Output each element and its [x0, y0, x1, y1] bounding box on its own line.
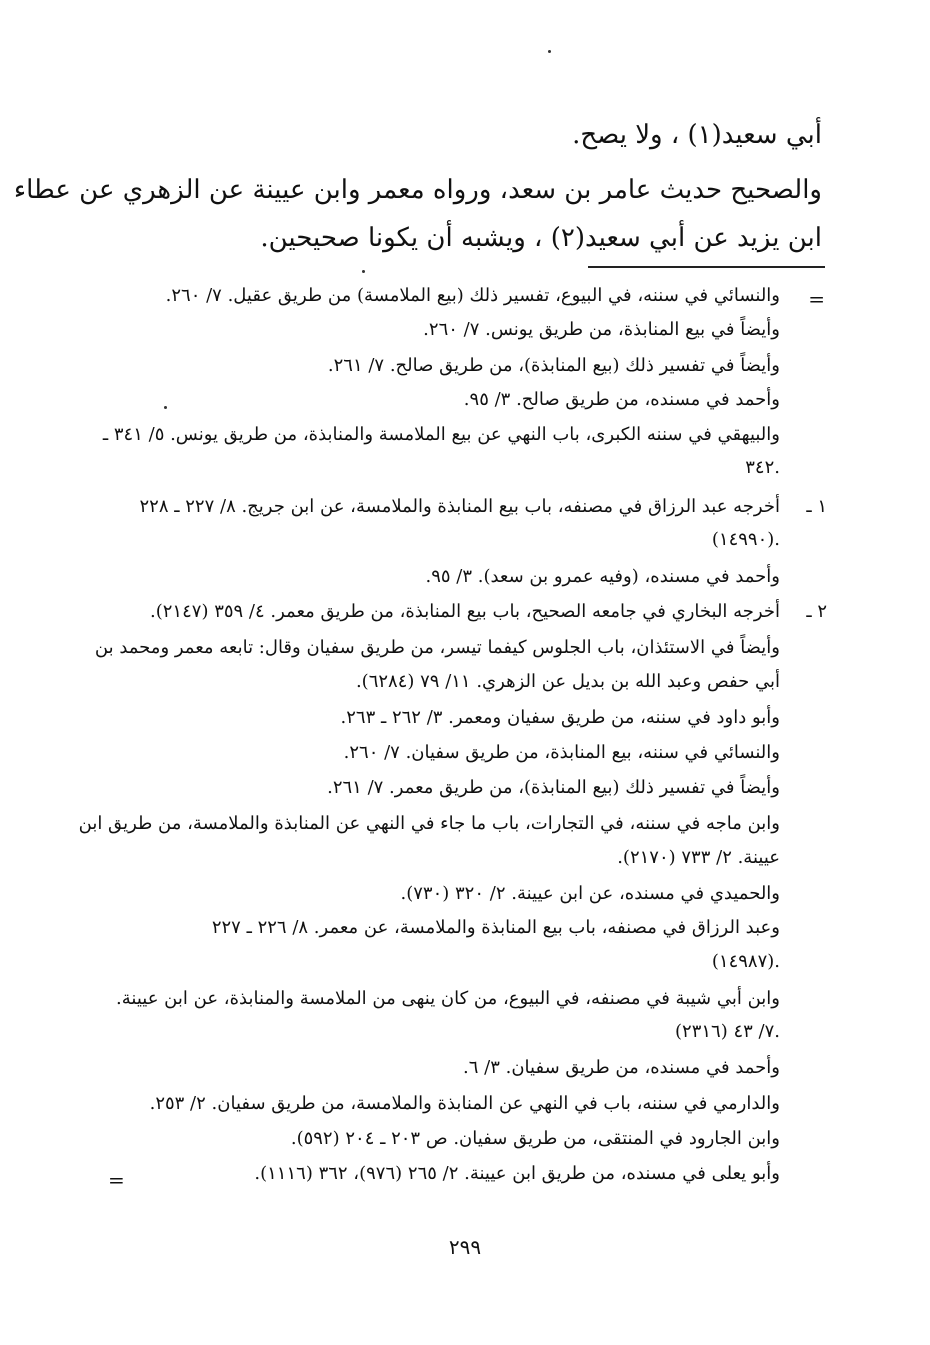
footnote-separator — [588, 266, 825, 268]
footnote-line: وأحمد في مسنده، (وفيه عمرو بن سعد). ٣/ ٩٥. — [425, 566, 780, 587]
footnote-line: وأحمد في مسنده، من طريق صالح. ٣/ ٩٥. — [463, 389, 780, 410]
footnote-line: وأبو داود في سننه، من طريق سفيان ومعمر. ٣/ ٢٦٢ ـ ٢٦٣. — [340, 707, 780, 728]
footnote-line: وأبو يعلى في مسنده، من طريق ابن عيينة. ٢/ ٢٦٥ (٩٧٦)، ٣٦٢ (١١١٦). — [254, 1163, 780, 1184]
footnote-line: (١٤٩٩٠). — [711, 529, 780, 550]
footnote-line: والنسائي في سننه، بيع المنابذة، من طريق سفيان. ٧/ ٢٦٠. — [343, 742, 780, 763]
main-text-line: أبي سعيد(١) ، ولا يصح. — [572, 120, 822, 150]
footnote-number: ٢ ـ — [806, 601, 827, 622]
footnote-line: والنسائي في سننه، في البيوع، تفسير ذلك (بيع الملامسة) من طريق عقيل. ٧/ ٢٦٠. — [165, 285, 780, 306]
continues-marker: = — [108, 1168, 125, 1192]
footnote-line: أخرجه عبد الرزاق في مصنفه، باب بيع المنابذة والملامسة، عن ابن جريج. ٨/ ٢٢٧ ـ ٢٢٨ — [139, 496, 780, 517]
footnote-line: (١٤٩٨٧). — [711, 951, 780, 972]
footnote-line: أخرجه البخاري في جامعه الصحيح، باب بيع المنابذة، من طريق معمر. ٤/ ٣٥٩ (٢١٤٧). — [150, 601, 780, 622]
footnote-line: وأيضاً في بيع المنابذة، من طريق يونس. ٧/ ٢٦٠. — [423, 319, 780, 340]
print-speck — [548, 50, 551, 53]
continuation-marker: = — [808, 287, 825, 311]
footnote-line: والبيهقي في سننه الكبرى، باب النهي عن بيع الملامسة والمنابذة، من طريق يونس. ٥/ ٣٤١ ـ — [102, 424, 780, 445]
footnote-number: ١ ـ — [806, 496, 827, 517]
footnote-line: وأحمد في مسنده، من طريق سفيان. ٣/ ٦. — [463, 1057, 780, 1078]
print-speck — [164, 406, 167, 409]
footnote-line: عيينة. ٢/ ٧٣٣ (٢١٧٠). — [617, 847, 780, 868]
main-text-line: والصحيح حديث عامر بن سعد، ورواه معمر وابن عيينة عن الزهري عن عطاء — [13, 175, 822, 205]
footnote-line: وأيضاً في تفسير ذلك (بيع المنابذة)، من طريق صالح. ٧/ ٢٦١. — [327, 355, 780, 376]
footnote-line: ٣٤٢. — [745, 457, 780, 478]
footnote-line: وأيضاً في تفسير ذلك (بيع المنابذة)، من طريق معمر. ٧/ ٢٦١. — [327, 777, 780, 798]
page-number: ٢٩٩ — [448, 1235, 482, 1259]
main-text-line: ابن يزيد عن أبي سعيد(٢) ، ويشبه أن يكونا صحيحين. — [260, 223, 822, 253]
footnote-line: وابن ماجه في سننه، في التجارات، باب ما جاء في النهي عن المنابذة والملامسة، من طريق ابن — [78, 813, 780, 834]
print-speck — [362, 270, 365, 273]
footnote-line: والحميدي في مسنده، عن ابن عيينة. ٢/ ٣٢٠ (٧٣٠). — [400, 883, 780, 904]
footnote-line: أبي حفص وعبد الله بن بديل عن الزهري. ١١/ ٧٩ (٦٢٨٤). — [355, 671, 780, 692]
footnote-line: وأيضاً في الاستئذان، باب الجلوس كيفما تيسر، من طريق سفيان وقال: تابعه معمر ومحمد بن — [94, 637, 780, 658]
footnote-line: وابن أبي شيبة في مصنفه، في البيوع، من كان ينهى من الملامسة والمنابذة، عن ابن عيينة. — [116, 988, 780, 1009]
footnote-line: والدارمي في سننه، باب في النهي عن المنابذة والملامسة، من طريق سفيان. ٢/ ٢٥٣. — [149, 1093, 780, 1114]
footnote-line: وابن الجارود في المنتقى، من طريق سفيان. ص ٢٠٣ ـ ٢٠٤ (٥٩٢). — [290, 1128, 780, 1149]
footnote-line: ٧/ ٤٣ (٢٣١٦). — [675, 1021, 780, 1042]
footnote-line: وعبد الرزاق في مصنفه، باب بيع المنابذة والملامسة، عن معمر. ٨/ ٢٢٦ ـ ٢٢٧ — [211, 917, 780, 938]
